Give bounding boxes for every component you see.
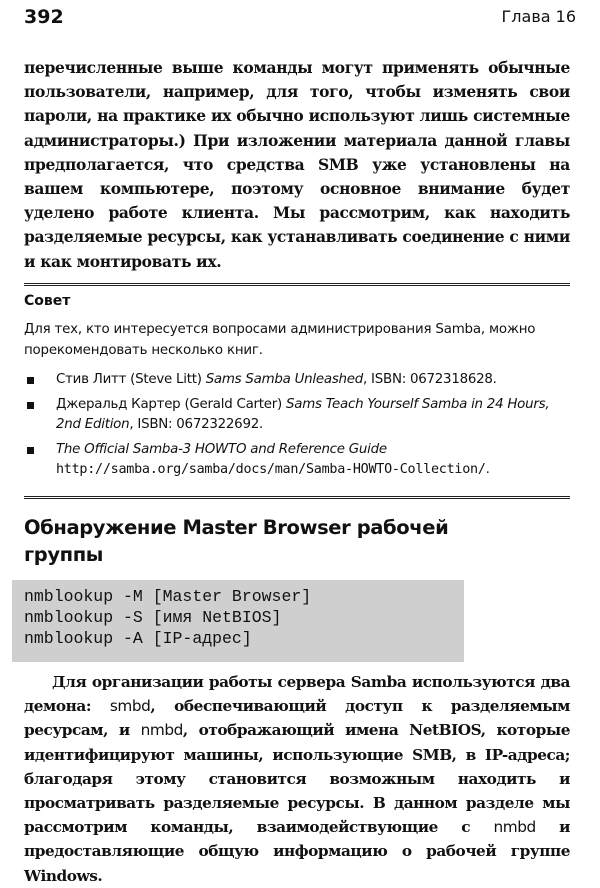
- book-title: Sams Teach Yourself Samba in 24 Hours, 2nd Edition: [56, 396, 550, 432]
- paragraph-text: , обеспечивающий доступ к разделяемым ресурсам, и: [24, 697, 571, 740]
- book-url: http://samba.org/samba/docs/man/Samba-HOWTO-Collection/: [56, 462, 486, 477]
- intro-paragraph: перечисленные выше команды могут применять обычные пользователи, например, для того, чтобы изменять свои пароли, на практике их обычно используют лишь системные администраторы.) При изложении материала данной главы предполагается, что средства SMB уже установлены на вашем компьютере, поэтому основное внимание будет уделено работе клиента. Мы рассмотрим, как находить разделяемые ресурсы, как устанавливать соединение с ними и как монтировать их.: [24, 58, 570, 271]
- book-list: [24, 370, 570, 485]
- daemon-smbd: smbd: [109, 697, 151, 716]
- daemon-nmbd: nmbd: [493, 818, 536, 837]
- paragraph-text: , отображающий имена NetBIOS, которые идентифицируют машины, использующие SMB, в IP-адреса; благодаря этому становится возможным находить и просматривать разделяемые ресурсы. В данном разделе мы рассмотрим команды, взаимодействующие с: [24, 721, 570, 837]
- book-suffix: .: [485, 462, 490, 477]
- code-block: [12, 580, 464, 662]
- tip-box: [24, 283, 570, 499]
- code-line: nmblookup -M [Master Browser]: [24, 587, 312, 606]
- book-author: Стив Литт (Steve Litt): [56, 372, 206, 387]
- book-item: [24, 395, 570, 436]
- book-title: The Official Samba-3 HOWTO and Reference Guide: [56, 441, 387, 457]
- page-header: [24, 6, 576, 36]
- paragraph-text: и предоставляющие общую информацию о рабочей группе Windows.: [24, 818, 571, 885]
- book-isbn: , ISBN: 0672322692.: [129, 417, 263, 432]
- book-author: Джеральд Картер (Gerald Carter): [56, 396, 287, 412]
- code-line: nmblookup -A [IP-адрес]: [24, 629, 252, 648]
- book-isbn: , ISBN: 0672318628.: [363, 372, 497, 387]
- daemon-nmbd: nmbd: [140, 721, 183, 740]
- section-paragraph: [24, 670, 570, 888]
- chapter-label: Глава 16: [501, 7, 576, 26]
- book-item: [24, 370, 570, 391]
- tip-text: Для тех, кто интересуется вопросами администрирования Samba, можно порекомендовать несколько книг.: [24, 322, 536, 358]
- tip-title: Совет: [24, 293, 71, 309]
- book-item: [24, 440, 570, 481]
- section-title: Обнаружение Master Browser рабочей группы: [24, 516, 449, 566]
- paragraph-text: Для организации работы сервера Samba используются два демона:: [24, 673, 570, 716]
- page-number: 392: [24, 6, 64, 28]
- code-line: nmblookup -S [имя NetBIOS]: [24, 608, 282, 627]
- book-title: Sams Samba Unleashed: [205, 372, 364, 387]
